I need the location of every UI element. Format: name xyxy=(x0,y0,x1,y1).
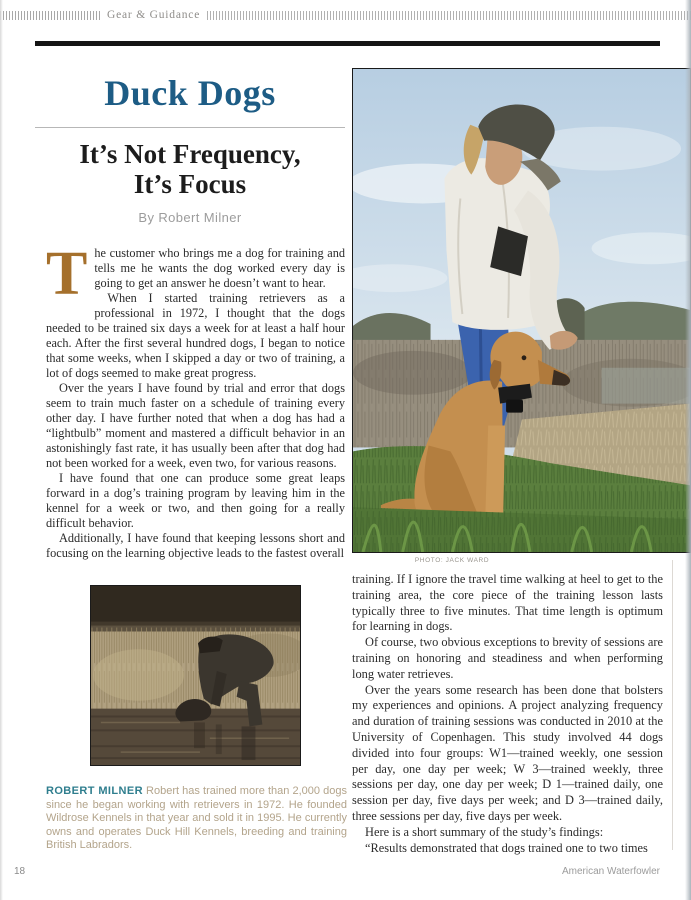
training-photo-illustration xyxy=(353,69,690,552)
author-name: ROBERT MILNER xyxy=(46,785,143,797)
marsh-photo xyxy=(90,585,301,766)
dog-eye xyxy=(522,355,527,360)
right-column-text xyxy=(352,572,663,856)
training-photo xyxy=(352,68,691,553)
byline: By Robert Milner xyxy=(138,210,242,225)
paragraph xyxy=(46,240,345,308)
author-bio xyxy=(46,785,347,853)
paragraph: training. If I ignore the travel time walking at heel to get to the training area, the core piece of the training lesson lasts typically three to five minutes. That time length is optimum for learning in dogs. xyxy=(352,572,663,634)
magazine-name: American Waterfowler xyxy=(562,866,660,877)
tick-pattern-right xyxy=(207,11,691,20)
column-title: Duck Dogs xyxy=(104,73,276,113)
paragraph: Over the years I have found by trial and error that dogs seem to train much faster on a schedule of training every other day. I have further noted that when a dog has had a “lightbulb” moment and mastered a difficult behavior in an astonishingly fast rate, it has usually been after that dog had not been worked for a week, even two, for various reasons. xyxy=(46,381,345,470)
paragraph: “Results demonstrated that dogs trained one to two times xyxy=(365,840,648,855)
article-title-line2: It’s Focus xyxy=(133,169,247,199)
photo-credit: PHOTO: JACK WARD xyxy=(414,557,490,564)
top-rule xyxy=(35,41,660,46)
left-edge-shadow xyxy=(0,0,3,900)
paragraph: Of course, two obvious exceptions to brevity of sessions are training on honoring and steadiness and when performing long water retrieves. xyxy=(352,635,664,681)
paragraph: I have found that one can produce some great leaps forward in a dog’s training program by leaving him in the kennel for a week or two, and then going for a really difficult behavior. xyxy=(46,471,345,530)
paragraph: Additionally, I have found that keeping lessons short and focusing on the learning objective leads to the fastest overall xyxy=(46,531,345,560)
page-number: 18 xyxy=(14,866,26,877)
paragraph: When I started training retrievers as a professional in 1972, I thought that the dogs needed to be trained six days a week for at least a half hour each. After the first several hundred dogs, I began to notice that some weeks, when I skipped a day or two of training, a lot of dogs seemed to make great progress. xyxy=(46,291,345,380)
section-label: Gear & Guidance xyxy=(107,9,201,21)
right-edge-shadow xyxy=(685,0,691,900)
dark-treeline xyxy=(91,586,300,626)
drop-cap: T xyxy=(46,240,88,308)
page-edge-line xyxy=(672,560,673,850)
section-header xyxy=(0,9,691,21)
marsh-photo-illustration xyxy=(91,586,300,765)
collar-receiver xyxy=(506,400,523,413)
dog-front-leg xyxy=(485,426,505,520)
article-heading-block xyxy=(35,74,345,225)
author-bio-text: Robert has trained more than 2,000 dogs since he began working with retrievers in 1972. He founded Wildrose Kennels in that year and sold it in 1995. He currently owns and operates Duck Hill Kennels, breeding and training British Labradors. xyxy=(46,785,347,851)
article-title xyxy=(35,139,345,199)
paragraph: Over the years some research has been done that bolsters my experiences and opinions. A project analyzing frequency and duration of training sessions was conducted in 2010 at the University of Copenhagen. This study involved 44 dogs divided into four groups: W1—trained weekly, one session per day, one day per week; W 3—trained weekly, three sessions per day, one day per week; D 1—trained daily, one session per day, five days per week; and D 3—trained daily, three sessions per day, five days per week. xyxy=(352,682,663,823)
article-title-line1: It’s Not Frequency, xyxy=(79,139,301,169)
paragraph: Here is a short summary of the study’s findings: xyxy=(365,824,604,839)
left-column-text xyxy=(46,240,345,561)
heading-divider xyxy=(35,127,345,128)
paragraph-text: he customer who brings me a dog for training and tells me he wants the dog worked every day is going to get an answer he doesn’t want to hear. xyxy=(94,246,345,290)
tick-pattern-left xyxy=(0,11,100,20)
